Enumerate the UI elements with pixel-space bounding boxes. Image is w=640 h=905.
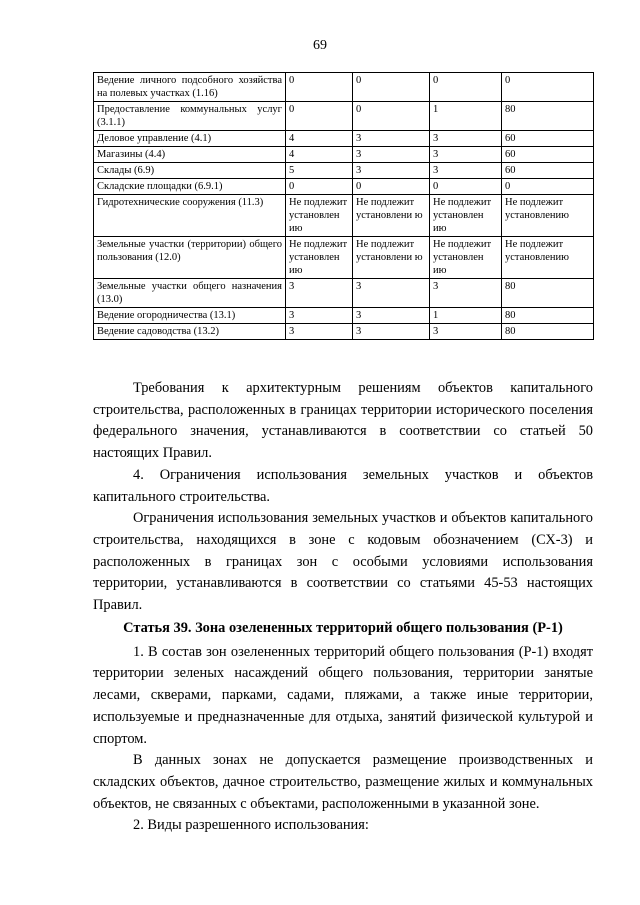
table-cell-value: Не подлежит установлени ю [353, 237, 430, 279]
table-cell-value: 3 [353, 324, 430, 340]
table-cell-land-use: Складские площадки (6.9.1) [94, 179, 286, 195]
table-cell-value: 0 [430, 179, 502, 195]
table-cell-value: 0 [502, 73, 594, 102]
table-row [94, 147, 594, 163]
table-cell-value: Не подлежит установлен ию [286, 195, 353, 237]
table-cell-value: 3 [430, 163, 502, 179]
table-cell-value: Не подлежит установлению [502, 237, 594, 279]
table-cell-value: 4 [286, 147, 353, 163]
table-cell-value: Не подлежит установлению [502, 195, 594, 237]
table-row [94, 73, 594, 102]
table-cell-value: 60 [502, 131, 594, 147]
table-cell-value: 80 [502, 102, 594, 131]
table-cell-land-use: Земельные участки (территории) общего пользования (12.0) [94, 237, 286, 279]
table-row [94, 279, 594, 308]
table-cell-value: 3 [430, 131, 502, 147]
table-cell-value: 0 [353, 179, 430, 195]
table-row [94, 195, 594, 237]
table-cell-value: 80 [502, 279, 594, 308]
table-cell-value: 3 [286, 324, 353, 340]
table-cell-value: 3 [286, 279, 353, 308]
text-block-article-39 [93, 618, 593, 837]
text-block-requirements [93, 378, 593, 617]
table-cell-value: 3 [353, 279, 430, 308]
paragraph-restrictions: Ограничения использования земельных участков и объектов капитального строительства, находящихся в зоне с кодовым обозначением (СХ-3) и расположенных в границах зон с особыми условиями использования территории, устанавливаются в соответствии со статьями 45-53 настоящих Правил. [93, 510, 593, 614]
table-cell-value: 0 [353, 102, 430, 131]
table-cell-value: 3 [430, 279, 502, 308]
table-cell-land-use: Гидротехнические сооружения (11.3) [94, 195, 286, 237]
table-row [94, 163, 594, 179]
table-row [94, 237, 594, 279]
table-cell-value: 3 [286, 308, 353, 324]
table-cell-value: 0 [286, 73, 353, 102]
table-cell-value: 5 [286, 163, 353, 179]
table-cell-value: 0 [286, 102, 353, 131]
table-row [94, 131, 594, 147]
table-cell-value: 3 [353, 131, 430, 147]
table-cell-value: Не подлежит установлен ию [430, 195, 502, 237]
table-cell-value: 0 [502, 179, 594, 195]
table-cell-value: 3 [430, 324, 502, 340]
table-cell-value: 60 [502, 147, 594, 163]
table-cell-value: 60 [502, 163, 594, 179]
table-row [94, 308, 594, 324]
paragraph-zone-prohibitions: В данных зонах не допускается размещение производственных и складских объектов, дачное строительство, размещение жилых и коммунальных объектов, не связанных с объектами, расположенными в указанной зоне. [93, 752, 593, 812]
table-cell-value: 1 [430, 308, 502, 324]
table-cell-land-use: Ведение садоводства (13.2) [94, 324, 286, 340]
paragraph-section-4-heading: 4. Ограничения использования земельных участков и объектов капитального строительства. [93, 466, 593, 505]
table-cell-value: 3 [353, 308, 430, 324]
table-row [94, 179, 594, 195]
table-cell-land-use: Земельные участки общего назначения (13.0) [94, 279, 286, 308]
table-cell-land-use: Магазины (4.4) [94, 147, 286, 163]
table-cell-value: 0 [430, 73, 502, 102]
paragraph-architecture-requirements: Требования к архитектурным решениям объектов капитального строительства, расположенных в границах территории исторического поселения федерального значения, устанавливаются в соответствии со статьей 50 настоящих Правил. [93, 380, 593, 462]
table-cell-value: Не подлежит установлен ию [430, 237, 502, 279]
table-cell-value: 80 [502, 308, 594, 324]
article-heading: Статья 39. Зона озелененных территорий общего пользования (Р-1) [123, 620, 563, 636]
table-cell-value: 3 [430, 147, 502, 163]
table-cell-land-use: Предоставление коммунальных услуг (3.1.1) [94, 102, 286, 131]
table-cell-value: Не подлежит установлен ию [286, 237, 353, 279]
table-body [94, 73, 594, 340]
table-cell-value: 1 [430, 102, 502, 131]
table-cell-value: Не подлежит установлени ю [353, 195, 430, 237]
table-row [94, 324, 594, 340]
table-cell-value: 0 [353, 73, 430, 102]
table-cell-value: 80 [502, 324, 594, 340]
paragraph-permitted-uses: 2. Виды разрешенного использования: [133, 817, 369, 834]
table-cell-land-use: Ведение огородничества (13.1) [94, 308, 286, 324]
table-cell-value: 3 [353, 163, 430, 179]
table-cell-value: 0 [286, 179, 353, 195]
table-cell-land-use: Ведение личного подсобного хозяйства на полевых участках (1.16) [94, 73, 286, 102]
table-cell-land-use: Склады (6.9) [94, 163, 286, 179]
zoning-parameters-table [93, 72, 594, 340]
page-number: 69 [313, 38, 327, 53]
table-cell-land-use: Деловое управление (4.1) [94, 131, 286, 147]
table-cell-value: 4 [286, 131, 353, 147]
table-row [94, 102, 594, 131]
paragraph-zone-composition: 1. В состав зон озелененных территорий общего пользования (Р-1) входят территории зеленых насаждений общего пользования, территории занятые лесами, скверами, парками, садами, пляжами, а также иные территории, используемые и предназначенные для отдыха, занятий физической культурой и спортом. [93, 643, 593, 747]
table-cell-value: 3 [353, 147, 430, 163]
